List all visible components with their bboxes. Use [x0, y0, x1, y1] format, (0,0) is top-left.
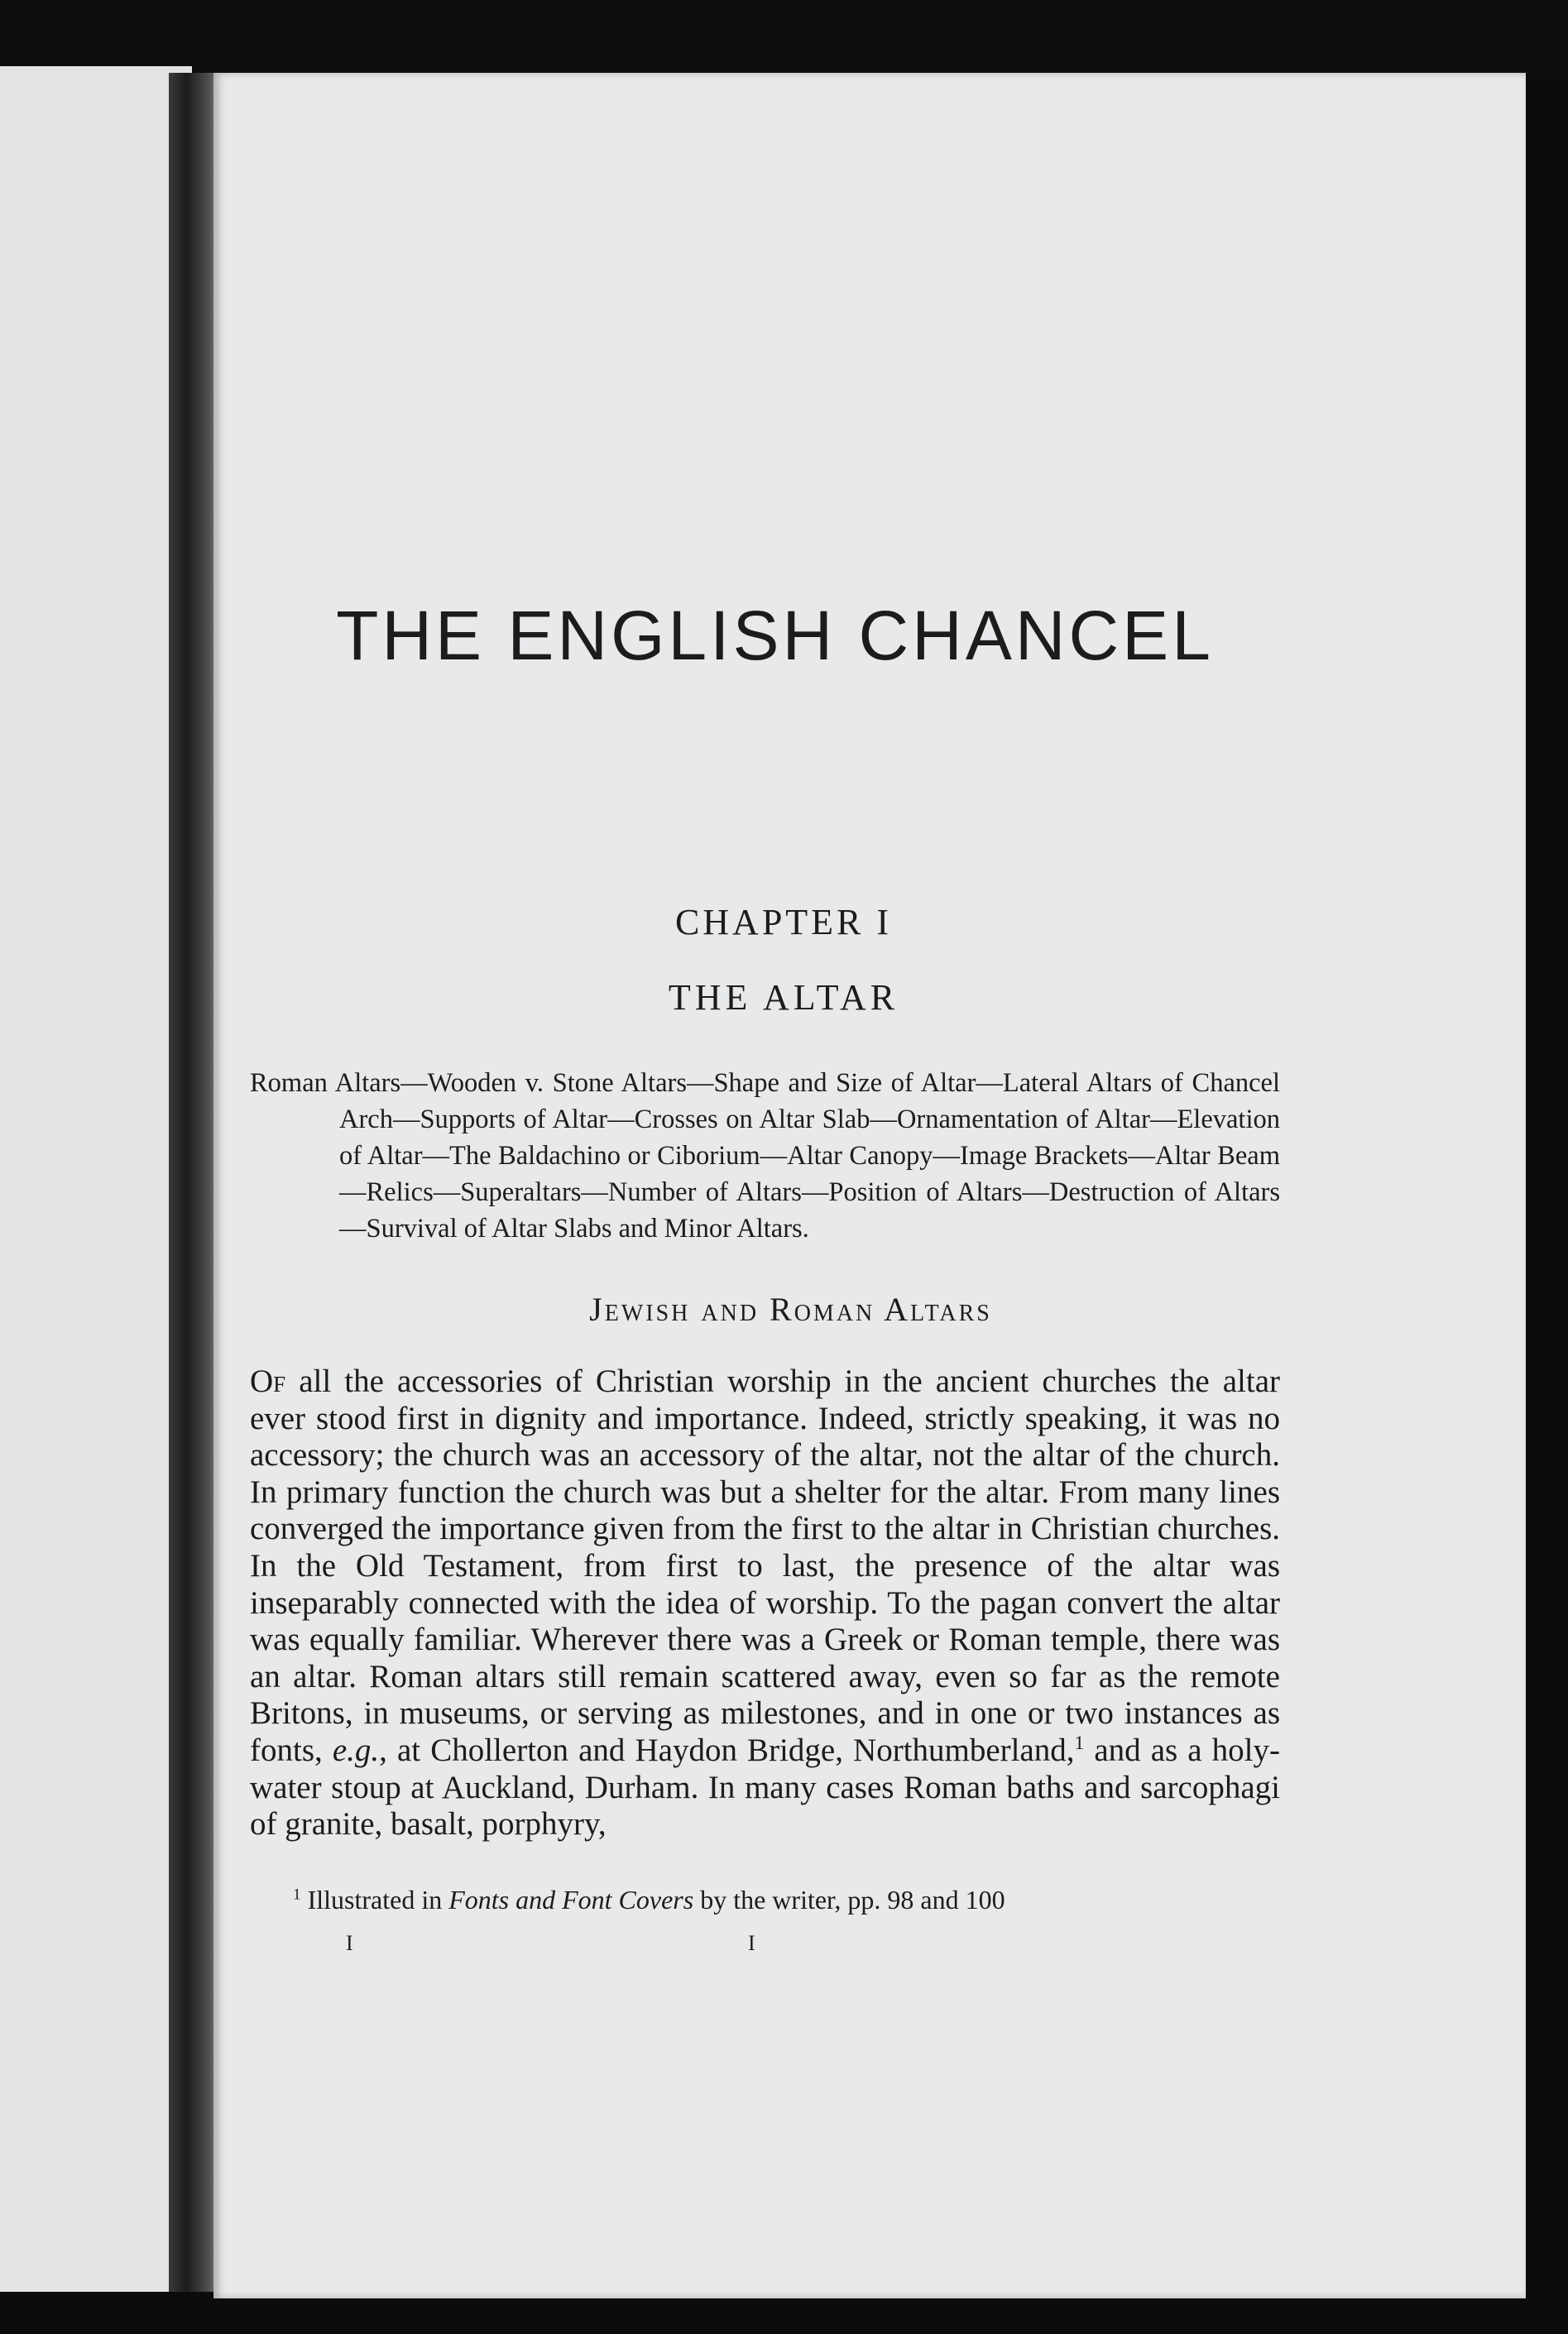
chapter-synopsis: Roman Altars—Wooden v. Stone Altars—Shape and Size of Altar—Lateral Altars of Chancel Arch—Supports of Altar—Crosses on Altar Slab—Ornamentation of Altar—Elevation of Altar—The Baldachino or Ciborium—Altar Canopy—Image Brackets—Altar Beam—Relics—Superaltars—Number of Altars—Position of Altars—Destruction of Altars—Survival of Altar Slabs and Minor Altars. — [250, 1068, 1280, 1244]
body-text-part-1: all the accessories of Christian worship in the ancient churches the altar ever stood first in dignity and importance. Indeed, strictly speaking, it was no accessory; the church was an accessory of the altar, not the altar of the church. In primary function the church was but a shelter for the altar. From many lines converged the importance given from the first to the altar in Christian churches. In the Old Testament, from first to last, the presence of the altar was inseparably connected with the idea of worship. To the pagan convert the altar was equally familiar. Wherever there was a Greek or Roman temple, there was an altar. Roman altars still remain scattered away, even so far as the remote Britons, in museums, or serving as milestones, and in one or two instances as fonts, — [250, 1363, 1280, 1768]
paragraph-lead-word: Of — [250, 1363, 286, 1399]
body-paragraph — [250, 1363, 1280, 1843]
body-text-part-3: and as a holy-water stoup at Auckland, Durham. In many cases Roman baths and sarcophagi of granite, basalt, porphyry, — [250, 1732, 1280, 1843]
signature-marks — [250, 1931, 1280, 1964]
scan-border-top — [0, 0, 1568, 74]
signature-mark-center: I — [748, 1930, 755, 1955]
body-text-part-2: , at Chollerton and Haydon Bridge, Northumberland, — [379, 1732, 1075, 1768]
facing-page-edge — [0, 66, 192, 2292]
footnote-text-before: Illustrated in — [300, 1884, 449, 1915]
section-heading: Jewish and Roman Altars — [589, 1291, 992, 1328]
footnote-marker: 1 — [293, 1886, 301, 1904]
footnote — [293, 1883, 1280, 1916]
footnote-work-title: Fonts and Font Covers — [448, 1884, 694, 1915]
footnote-text-after: by the writer, pp. 98 and 100 — [693, 1884, 1005, 1915]
chapter-title: THE ALTAR — [668, 977, 899, 1018]
page-content — [250, 596, 1280, 1964]
book-title: THE ENGLISH CHANCEL — [336, 597, 1214, 674]
signature-mark-left: I — [346, 1930, 353, 1955]
footnote-reference: 1 — [1074, 1732, 1085, 1754]
chapter-number: CHAPTER I — [674, 902, 893, 942]
eg-abbreviation: e.g. — [332, 1732, 380, 1768]
